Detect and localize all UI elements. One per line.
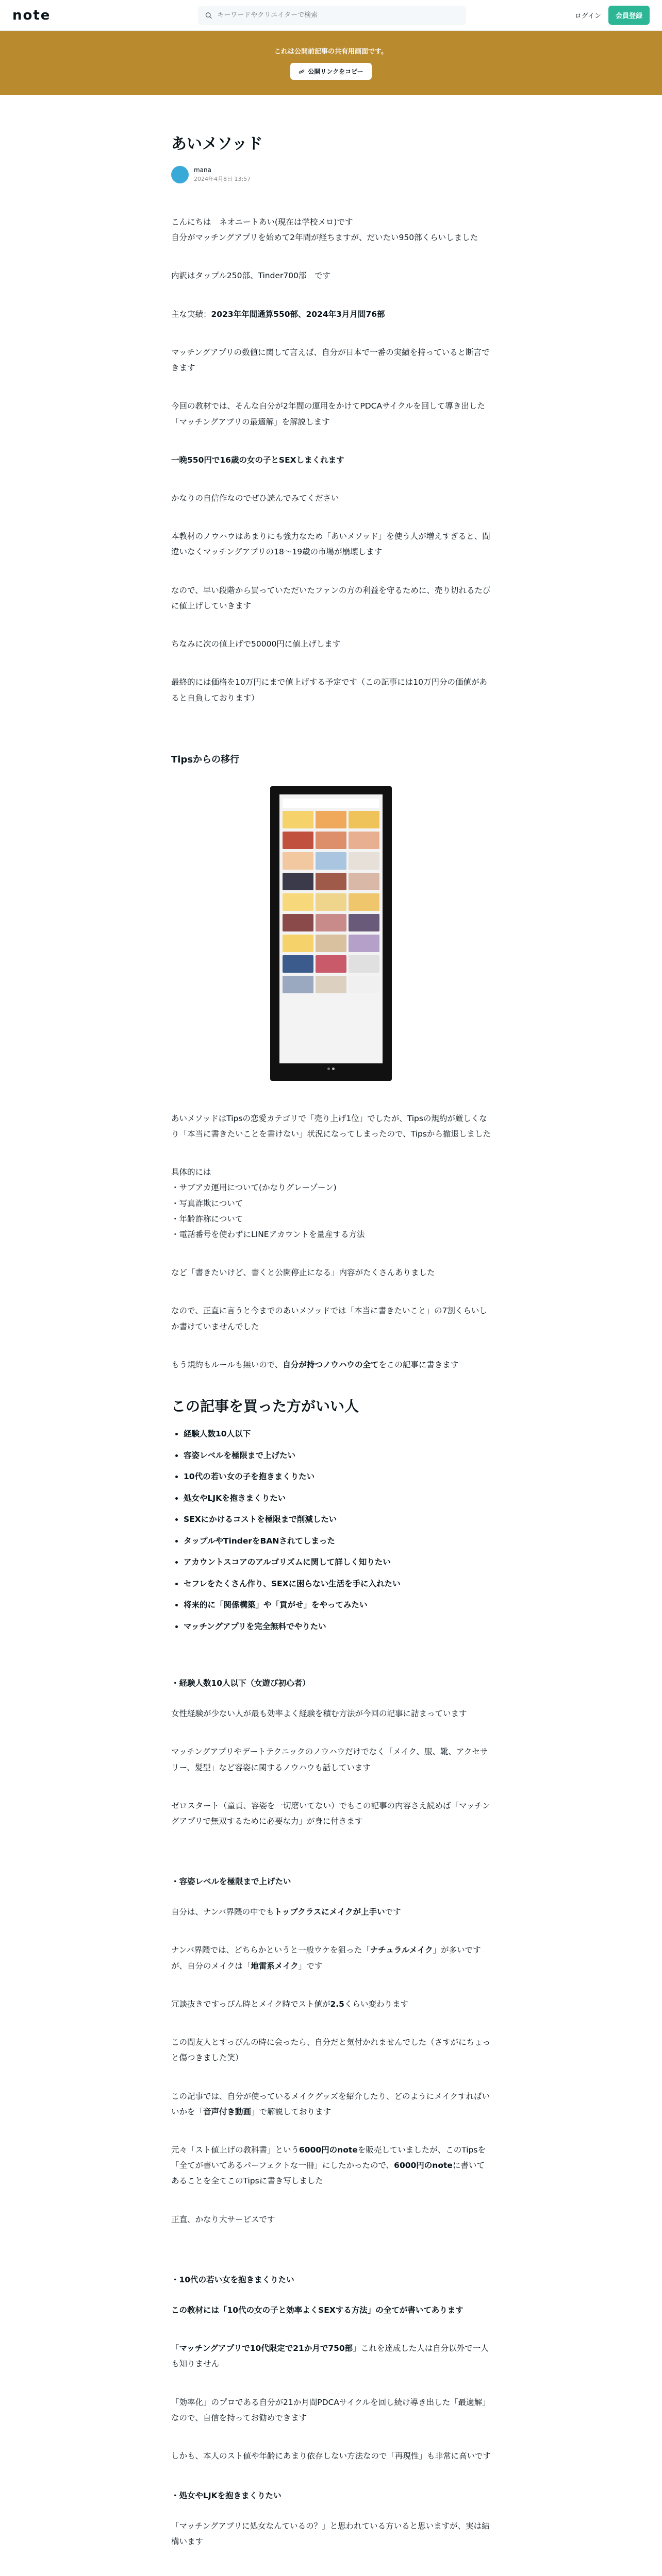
paragraph: 本教材のノウハウはあまりにも強力なため「あいメソッド」を使う人が増えすぎると、間違いなくマッチングアプリの18〜19歳の市場が崩壊します <box>171 532 490 557</box>
bold-text: 2.5 <box>330 1999 344 2009</box>
paragraph: 「効率化」のプロである自分が21か月間PDCAサイクルを回し続け導き出した「最適解」なので、自信を持ってお勧めできます <box>171 2397 490 2422</box>
list-item: • 10代の若い女の子を抱きまくりたい <box>184 1473 491 1481</box>
text: 元々「スト値上げの教科書」という <box>171 2145 300 2155</box>
text: をこの記事に書きます <box>378 1360 459 1369</box>
intro-paragraph <box>171 214 491 245</box>
paragraph <box>171 1357 491 1372</box>
text: です <box>385 1907 401 1917</box>
list-item: ・年齢詐称について <box>171 1214 243 1224</box>
signup-button[interactable]: 会員登録 <box>608 6 650 25</box>
paragraph: ゼロスタート（童貞、容姿を一切磨いてない）でもこの記事の内容さえ読めば「マッチングアプリで無双するために必要な力」が身に付きます <box>171 1801 490 1826</box>
avatar[interactable] <box>171 166 189 183</box>
list-item: • タップルやTinderをBANされてしまった <box>184 1537 491 1546</box>
paragraph-bold <box>171 452 491 468</box>
link-icon <box>299 69 305 75</box>
list-item: • セフレをたくさん作り、SEXに困らない生活を手に入れたい <box>184 1580 491 1588</box>
preview-banner <box>0 31 662 95</box>
paragraph: 「マッチングアプリに処女なんているの？」と思われている方いると思いますが、実は結構います <box>171 2521 490 2547</box>
paragraph: しかも、本人のスト値や年齢にあまり依存しない方法なので「再現性」も非常に高いです <box>171 2451 491 2461</box>
paragraph: 今回の教材では、そんな自分が2年間の運用をかけてPDCAサイクルを回して導き出した「マッチングアプリの最適解」を解説します <box>171 401 485 427</box>
text: 」で解説しております <box>251 2107 332 2116</box>
list-item: ・電話番号を使わずにLINEアカウントを量産する方法 <box>171 1230 365 1240</box>
subheading: ・10代の若い女を抱きまくりたい <box>171 2275 294 2284</box>
paragraph: マッチングアプリやデートテクニックのノウハウだけでなく「メイク、服、靴、アクセサリー、髪型」など容姿に関するノウハウも話しています <box>171 1747 488 1772</box>
text: 自分は、ナンパ界隈の中でも <box>171 1907 274 1917</box>
subheading: ・容姿レベルを極限まで上げたい <box>171 1877 291 1887</box>
paragraph <box>171 2341 491 2371</box>
text: ナンパ界隈では、どちらかというと一般ウケを狙った「 <box>171 1945 370 1955</box>
bold-text: 6000円のnote <box>394 2161 453 2171</box>
list-item: ・サブアカ運用について(かなりグレーゾーン) <box>171 1183 337 1193</box>
section-heading-tips: Tipsからの移行 <box>171 754 240 765</box>
post-date: 2024年4月8日 13:57 <box>194 176 251 182</box>
text: もう規約もルールも無いので、 <box>171 1360 283 1369</box>
text: 冗談抜きですっぴん時とメイク時でスト値が <box>171 1999 330 2009</box>
copy-link-label: 公開リンクをコピー <box>308 68 363 75</box>
paragraph <box>171 1904 491 1920</box>
paragraph <box>171 2089 491 2120</box>
note-logo[interactable]: note <box>12 7 51 23</box>
author-block[interactable] <box>171 166 491 183</box>
list-title: 具体的には <box>171 1167 211 1177</box>
author-name[interactable]: mana <box>194 166 212 174</box>
text: 」が多いですが、自分のメイクは「 <box>171 1945 481 1971</box>
paragraph <box>171 2142 491 2189</box>
list-item: ・写真詐欺について <box>171 1198 243 1208</box>
paragraph: あいメソッドはTipsの恋愛カテゴリで「売り上げ1位」でしたが、Tipsの規約が厳しくなり「本当に書きたいことを書けない」状況になってしまったので、Tipsから撤退しました <box>171 1113 491 1139</box>
list-item: • SEXにかけるコストを極限まで削減したい <box>184 1516 491 1524</box>
paragraph <box>171 2572 491 2576</box>
intro-line-2: 自分がマッチングアプリを始めて2年間が経ちますが、だいたい950部くらいしました <box>171 233 478 243</box>
text: くらい変わります <box>344 1999 408 2009</box>
paragraph: 正直、かなり大サービスです <box>171 2214 275 2224</box>
list-item: • 容姿レベルを極限まで上げたい <box>184 1452 491 1460</box>
text: 」これを達成した人は自分以外で一人も知りません <box>171 2344 489 2369</box>
phone-screenshot <box>270 786 392 1081</box>
paragraph: この間友人とすっぴんの時に会ったら、自分だと気付かれませんでした（さすがにちょっと傷つきました笑） <box>171 2038 491 2063</box>
text: この記事では、自分が使っているメイクグッズを紹介したり、どのようにメイクすればいいかを「 <box>171 2091 490 2116</box>
paragraph <box>171 1942 491 1973</box>
top-bar <box>0 0 662 31</box>
list-item: • 処女やLJKを抱きまくりたい <box>184 1495 491 1503</box>
bold-text: トップクラスにメイクが上手い <box>274 1907 385 1917</box>
bold-text: 地雷系メイク <box>251 1961 299 1971</box>
paragraph: なので、早い段階から買っていただいたファンの方の利益を守るために、売り切れるたびに値上げしていきます <box>171 585 491 611</box>
section-heading-buy: この記事を買った方がいい人 <box>171 1398 359 1415</box>
list-item: • 経験人数10人以下 <box>184 1430 491 1438</box>
paragraph: かなりの自信作なのでぜひ読んでみてください <box>171 493 339 503</box>
list-item: • アカウントスコアのアルゴリズムに関して詳しく知りたい <box>184 1558 491 1567</box>
intro-line-1: こんにちは ネオニートあい(現在は学校メロ)です <box>171 217 353 227</box>
copy-link-button[interactable] <box>290 63 371 80</box>
bold-text: 自分が持つノウハウの全て <box>283 1360 379 1369</box>
paragraph-bold <box>171 2302 491 2318</box>
bold-text: 音声付き動画 <box>203 2107 252 2116</box>
screenshot-figure <box>171 786 491 1081</box>
list-block <box>171 1164 491 1242</box>
paragraph: なので、正直に言うと今までのあいメソッドでは「本当に書きたいこと」の7割くらいしか書けていませんでした <box>171 1306 487 1331</box>
search-input[interactable] <box>217 11 459 19</box>
paragraph: 最終的には価格を10万円にまで値上げする予定です（この記事には10万円分の価値があると自負しております） <box>171 677 487 703</box>
paragraph: マッチングアプリの数値に関して言えば、自分が日本で一番の実績を持っていると断言できます <box>171 347 490 373</box>
paragraph: 女性経験が少ない人が最も効率よく経験を積む方法が今回の記事に詰まっています <box>171 1709 467 1719</box>
list-item: • 将来的に「関係構築」や「貢がせ」をやってみたい <box>184 1601 491 1609</box>
subheading: ・経験人数10人以下（女遊び初心者） <box>171 1679 310 1688</box>
bold-text: ナチュラルメイク <box>370 1945 433 1955</box>
text: 」です <box>298 1961 323 1971</box>
article <box>171 95 491 2576</box>
bold-text: 6000円のnote <box>299 2145 358 2155</box>
login-link[interactable]: ログイン <box>574 12 601 20</box>
stats-paragraph: 内訳はタップル250部、Tinder700部 です <box>171 271 330 281</box>
banner-text: これは公開前記事の共有用画面です。 <box>274 48 388 56</box>
bold-text: マッチングアプリで10代限定で21か月で750部 <box>179 2344 353 2353</box>
record-value: 2023年年間通算550部、2024年3月月間76部 <box>211 309 385 319</box>
text: を販売していましたが、このTipsを「全てが書いてあるパーフェクトな一冊」にしたかったので、 <box>171 2145 486 2171</box>
paragraph: など「書きたいけど、書くと公開停止になる」内容がたくさんありました <box>171 1268 435 1278</box>
paragraph: ちなみに次の値上げで50000円に値上げします <box>171 639 341 649</box>
text: に書いてあることを全てこのTipsに書き写しました <box>171 2161 485 2186</box>
text: 「 <box>171 2344 179 2353</box>
search-icon <box>205 12 212 19</box>
bold-text: この教材には「10代の女の子と効率よくSEXする方法」の全てが書いてあります <box>171 2305 464 2315</box>
record-label: 主な実績： <box>171 309 211 319</box>
subheading: ・処女やLJKを抱きまくりたい <box>171 2491 282 2501</box>
bold-text: 一晩550円で16歳の女の子とSEXしまくれます <box>171 455 344 465</box>
record-paragraph <box>171 307 491 322</box>
search-box[interactable] <box>198 6 466 25</box>
article-title: あいメソッド <box>171 135 263 153</box>
list-item: • マッチングアプリを完全無料でやりたい <box>184 1623 491 1631</box>
target-list <box>184 1430 491 1631</box>
paragraph <box>171 1996 491 2012</box>
